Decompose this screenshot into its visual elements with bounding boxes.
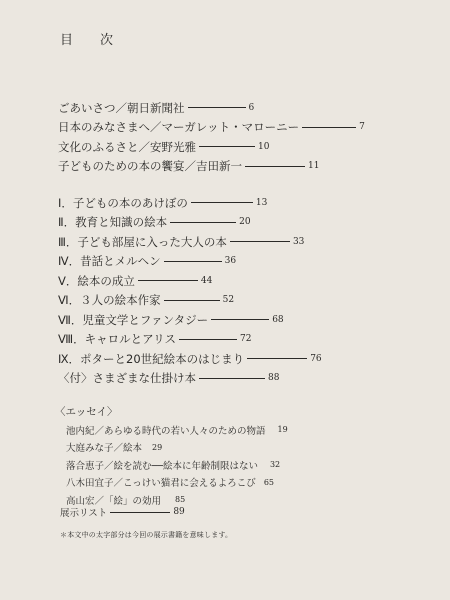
leader-line — [138, 280, 198, 281]
list-item — [58, 137, 440, 157]
list-item — [58, 291, 440, 311]
list-item — [66, 439, 440, 457]
entry-title: Ⅷ．キャロルとアリス — [58, 332, 176, 347]
leader-line — [179, 339, 237, 340]
list-item — [58, 349, 440, 369]
list-item — [66, 474, 440, 492]
leader-line — [230, 241, 290, 242]
page-number: 36 — [224, 256, 237, 267]
essay-heading: 〈エッセイ〉 — [55, 406, 118, 418]
leader-line — [110, 512, 170, 513]
list-item — [58, 157, 440, 177]
essay-list — [55, 404, 440, 509]
page-number: 52 — [222, 295, 235, 306]
list-item — [58, 118, 440, 138]
page-number: 13 — [255, 197, 268, 208]
page-number: 68 — [272, 314, 284, 325]
list-item — [58, 232, 440, 252]
entry-title: 子どものための本の饗宴／吉田新一 — [58, 159, 242, 174]
leader-line — [170, 222, 236, 223]
page-number: 85 — [175, 495, 186, 505]
entry-title: Ⅰ．子どもの本のあけぼの — [58, 195, 188, 210]
page-number: 72 — [239, 334, 252, 345]
entry-title: 大庭みな子／絵本 — [66, 443, 143, 455]
page-title: 目 次 — [60, 33, 121, 48]
entry-title: 落合恵子／絵を読む──絵本に年齢制限はない — [66, 460, 258, 472]
entry-title: Ⅱ．教育と知識の絵本 — [58, 215, 168, 230]
entry-title: 八木田宜子／こっけい猫君に会えるよろこび — [66, 478, 256, 490]
list-item — [58, 213, 440, 233]
page-number: 89 — [173, 507, 185, 517]
leader-line — [199, 146, 255, 147]
page-number: 76 — [310, 353, 322, 364]
page-number: 33 — [292, 236, 305, 247]
page-number: 44 — [200, 275, 213, 286]
leader-line — [164, 261, 222, 262]
leader-line — [245, 166, 305, 167]
list-item — [58, 271, 440, 291]
leader-line — [211, 319, 269, 320]
entry-title: Ⅲ．子ども部屋に入った大人の本 — [58, 234, 227, 249]
list-item — [58, 193, 440, 213]
page-number: 19 — [277, 425, 288, 435]
page-number: 65 — [263, 477, 274, 487]
list-item — [58, 252, 440, 272]
entry-title: 日本のみなさまへ／マーガレット・マローニー — [58, 120, 300, 135]
page-number: 88 — [268, 373, 280, 384]
intro-list — [58, 98, 440, 176]
page-number: 6 — [248, 102, 255, 113]
exhibit-list-entry — [60, 504, 185, 520]
leader-line — [199, 378, 265, 379]
entry-title: 池内紀／あらゆる時代の若い人々のための物語 — [66, 425, 266, 437]
entry-title: ごあいさつ／朝日新聞社 — [58, 100, 185, 115]
entry-title: Ⅳ．昔話とメルヘン — [58, 254, 161, 269]
page-number: 32 — [269, 460, 281, 470]
entry-title: 文化のふるさと／安野光雅 — [58, 139, 196, 154]
leader-line — [302, 127, 356, 128]
page-number: 7 — [359, 122, 365, 133]
list-item — [66, 456, 440, 474]
entry-title: 〈付〉さまざまな仕掛け本 — [58, 371, 196, 386]
list-item — [58, 369, 440, 389]
entry-title: Ⅴ．絵本の成立 — [58, 273, 135, 288]
page-number: 20 — [239, 217, 251, 228]
chapter-list — [58, 193, 440, 388]
page-number: 29 — [152, 442, 163, 452]
leader-line — [247, 358, 307, 359]
list-item — [58, 330, 440, 350]
page-number: 10 — [258, 141, 270, 152]
list-item — [58, 98, 440, 118]
leader-line — [191, 202, 253, 203]
page-number: 11 — [308, 161, 320, 172]
list-item — [58, 310, 440, 330]
entry-title: Ⅶ．児童文学とファンタジー — [58, 312, 209, 327]
entry-title: Ⅸ．ポターと20世紀絵本のはじまり — [58, 351, 245, 366]
entry-title: Ⅵ．３人の絵本作家 — [58, 293, 161, 308]
entry-title: 展示リスト — [60, 508, 108, 519]
entry-title: 高山宏／「絵」の効用 — [66, 495, 162, 507]
leader-line — [188, 107, 246, 108]
list-item — [66, 421, 440, 439]
footnote: ＊本文中の太字部分は今回の展示書籍を意味します。 — [60, 531, 233, 539]
leader-line — [164, 300, 220, 301]
